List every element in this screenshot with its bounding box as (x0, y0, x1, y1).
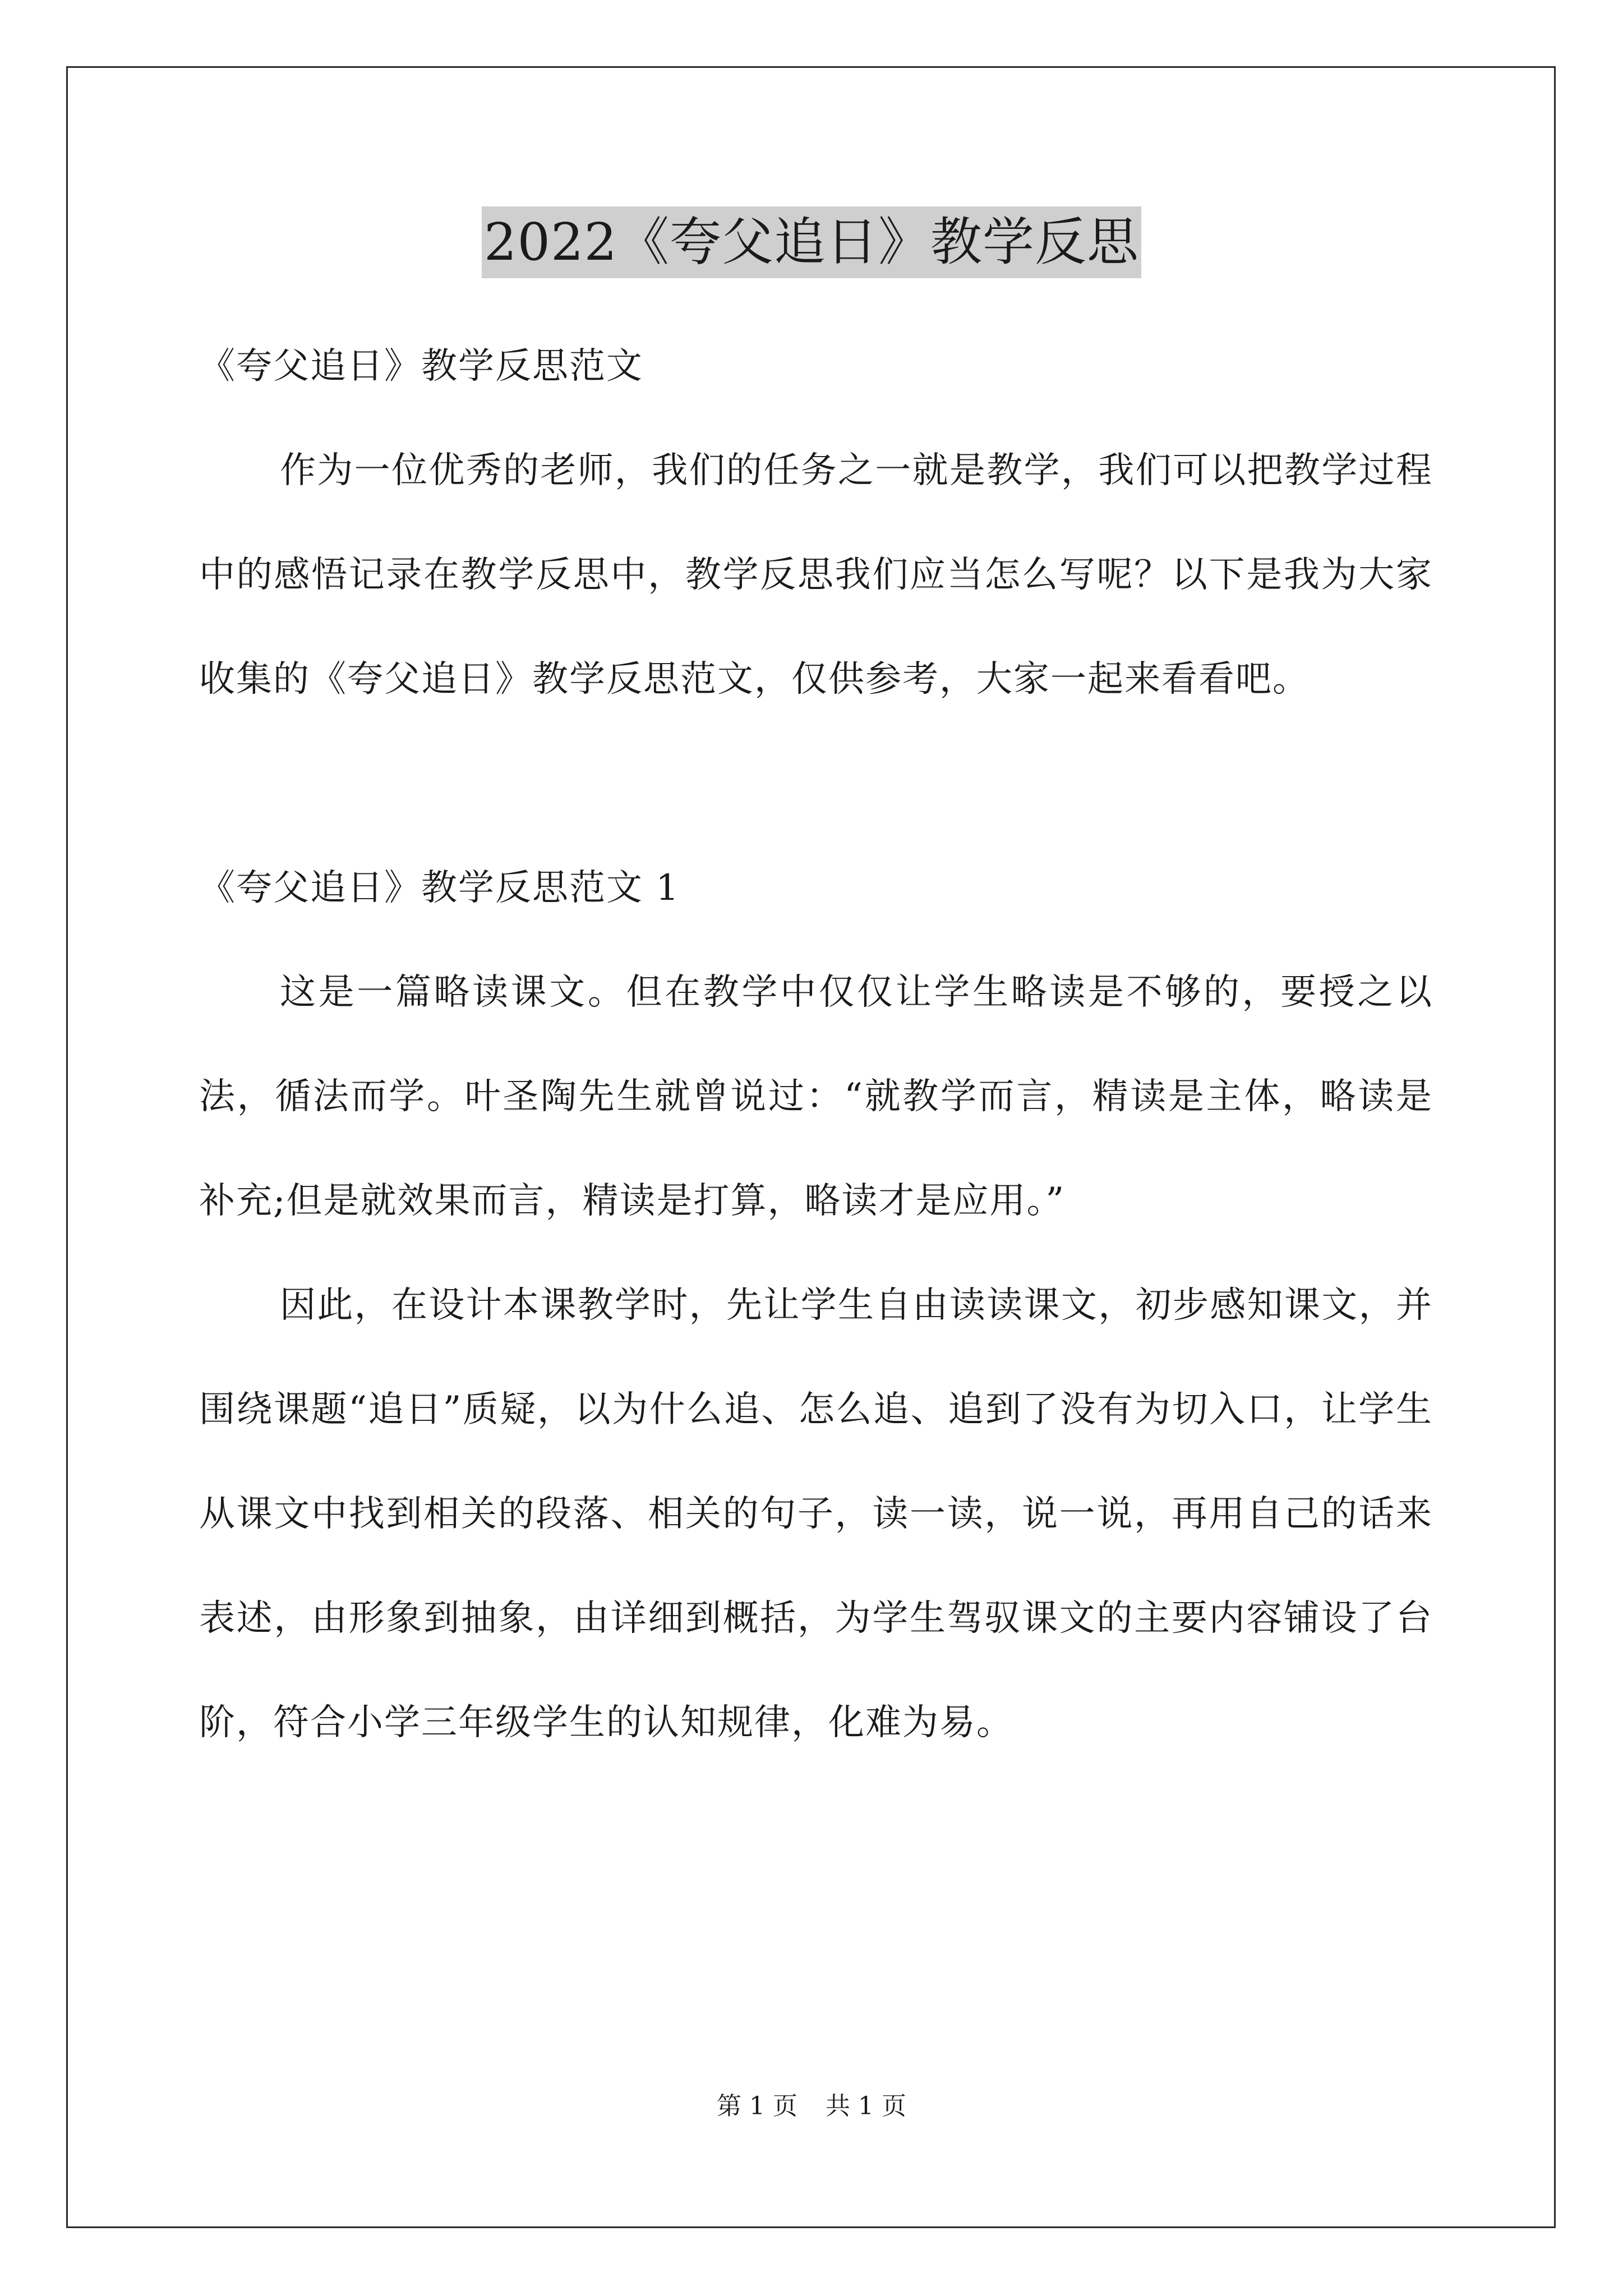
blank-line (199, 731, 1433, 836)
intro-paragraph: 作为一位优秀的老师，我们的任务之一就是教学，我们可以把教学过程中的感悟记录在教学反思中，教学反思我们应当怎么写呢？以下是我为大家收集的《夸父追日》教学反思范文，仅供参考，大家一起来看看吧。 (199, 450, 1433, 700)
page-number: 第 1 页 (717, 2092, 797, 2120)
document-title: 2022《夸父追日》教学反思 (482, 206, 1141, 278)
section-heading-1: 《夸父追日》教学反思范文 1 (199, 867, 680, 909)
page-count: 共 1 页 (826, 2092, 906, 2120)
body-paragraph: 这是一篇略读课文。但在教学中仅仅让学生略读是不够的，要授之以法，循法而学。叶圣陶先生就曾说过：“就教学而言，精读是主体，略读是补充;但是就效果而言，精读是打算，略读才是应用。” (199, 972, 1433, 1222)
page-footer (0, 2090, 1623, 2123)
title-container (0, 206, 1623, 278)
section-heading: 《夸父追日》教学反思范文 (199, 346, 643, 387)
document-body (199, 314, 1433, 1775)
body-paragraph: 因此，在设计本课教学时，先让学生自由读读课文，初步感知课文，并围绕课题“追日”质疑，以为什么追、怎么追、追到了没有为切入口，让学生从课文中找到相关的段落、相关的句子，读一读，说一说，再用自己的话来表述，由形象到抽象，由详细到概括，为学生驾驭课文的主要内容铺设了台阶，符合小学三年级学生的认知规律，化难为易。 (199, 1285, 1433, 1743)
